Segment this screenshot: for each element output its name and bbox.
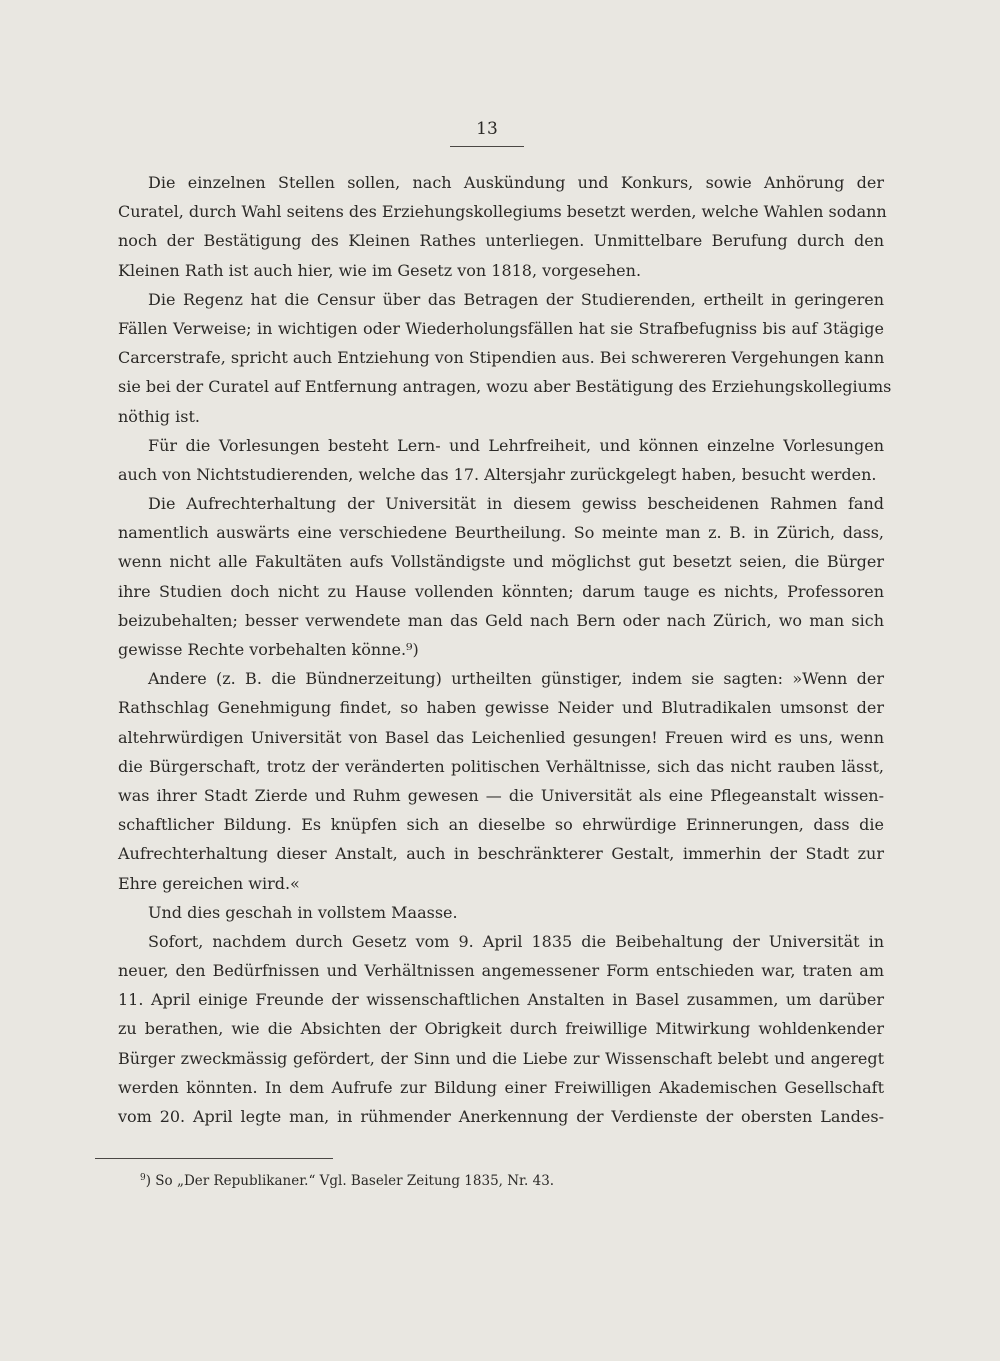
footnote-text: ) So „Der Republikaner.“ Vgl. Baseler Zeitung 1835, Nr. 43.: [145, 1173, 555, 1189]
text-line: Ehre gereichen wird.«: [118, 873, 300, 893]
text-line: noch der Bestätigung des Kleinen Rathes unterliegen. Unmittelbare Berufung durch den: [118, 231, 884, 251]
text-line: die Bürgerschaft, trotz der veränderten politischen Verhältnisse, sich das nicht rauben lässt,: [118, 756, 884, 776]
text-line: ihre Studien doch nicht zu Hause vollenden könnten; darum tauge es nichts, Professoren: [118, 581, 884, 601]
text-line: beizubehalten; besser verwendete man das Geld nach Bern oder nach Zürich, wo man sich: [118, 610, 884, 630]
footnote-rule: [95, 1158, 333, 1159]
page-number: 13: [476, 119, 498, 139]
text-line: Die Aufrechterhaltung der Universität in diesem gewiss bescheidenen Rahmen fand: [148, 494, 884, 514]
text-line: altehrwürdigen Universität von Basel das Leichenlied gesungen! Freuen wird es uns, wenn: [118, 727, 884, 747]
text-line: sie bei der Curatel auf Entfernung antragen, wozu aber Bestätigung des Erziehungskollegiums: [118, 377, 892, 397]
text-line: namentlich auswärts eine verschiedene Beurtheilung. So meinte man z. B. in Zürich, dass,: [118, 523, 884, 543]
text-line: nöthig ist.: [118, 406, 200, 426]
text-line: Fällen Verweise; in wichtigen oder Wiederholungsfällen hat sie Strafbefugniss bis auf 3tägige: [118, 318, 884, 338]
page-number-rule: [450, 146, 524, 147]
text-line: was ihrer Stadt Zierde und Ruhm gewesen — die Universität als eine Pflegeanstalt wissen-: [118, 785, 884, 805]
text-line: Bürger zweckmässig gefördert, der Sinn und die Liebe zur Wissenschaft belebt und angeregt: [118, 1048, 884, 1068]
text-line: Curatel, durch Wahl seitens des Erziehungskollegiums besetzt werden, welche Wahlen sodann: [118, 202, 887, 222]
text-line: Und dies geschah in vollstem Maasse.: [148, 902, 458, 922]
text-line: zu berathen, wie die Absichten der Obrigkeit durch freiwillige Mitwirkung wohldenkender: [118, 1019, 884, 1039]
text-line: vom 20. April legte man, in rühmender Anerkennung der Verdienste der obersten Landes-: [118, 1107, 884, 1126]
text-line: Die Regenz hat die Censur über das Betragen der Studierenden, ertheilt in geringeren: [148, 289, 884, 309]
text-line: Carcerstrafe, spricht auch Entziehung von Stipendien aus. Bei schwereren Vergehungen kann: [118, 348, 885, 368]
text-line: schaftlicher Bildung. Es knüpfen sich an dieselbe so ehrwürdige Erinnerungen, dass die: [118, 815, 884, 835]
text-line: werden könnten. In dem Aufrufe zur Bildung einer Freiwilligen Akademischen Gesellschaft: [118, 1077, 884, 1097]
text-line: Aufrechterhaltung dieser Anstalt, auch in beschränkterer Gestalt, immerhin der Stadt zur: [118, 844, 884, 864]
text-line: Kleinen Rath ist auch hier, wie im Gesetz von 1818, vorgesehen.: [118, 260, 642, 280]
body-text: [118, 168, 892, 1131]
text-line: neuer, den Bedürfnissen und Verhältnissen angemessener Form entschieden war, traten am: [118, 961, 884, 981]
text-line: Andere (z. B. die Bündnerzeitung) urtheilten günstiger, indem sie sagten: »Wenn der: [148, 669, 884, 689]
footnote-marker: 9: [140, 1173, 146, 1183]
text-line: Die einzelnen Stellen sollen, nach Auskündung und Konkurs, sowie Anhörung der: [148, 173, 884, 192]
text-line: Rathschlag Genehmigung findet, so haben gewisse Neider und Blutradikalen umsonst der: [118, 698, 884, 718]
text-line: gewisse Rechte vorbehalten könne.⁹): [118, 640, 419, 659]
text-line: auch von Nichtstudierenden, welche das 17. Altersjahr zurückgelegt haben, besucht werden.: [118, 464, 877, 484]
text-line: wenn nicht alle Fakultäten aufs Vollständigste und möglichst gut besetzt seien, die Bürger: [118, 552, 884, 572]
text-line: Sofort, nachdem durch Gesetz vom 9. April 1835 die Beibehaltung der Universität in: [148, 931, 884, 951]
text-line: 11. April einige Freunde der wissenschaftlichen Anstalten in Basel zusammen, um darüber: [118, 990, 884, 1010]
text-line: Für die Vorlesungen besteht Lern- und Lehrfreiheit, und können einzelne Vorlesungen: [148, 435, 884, 455]
footnote: [140, 1168, 554, 1191]
